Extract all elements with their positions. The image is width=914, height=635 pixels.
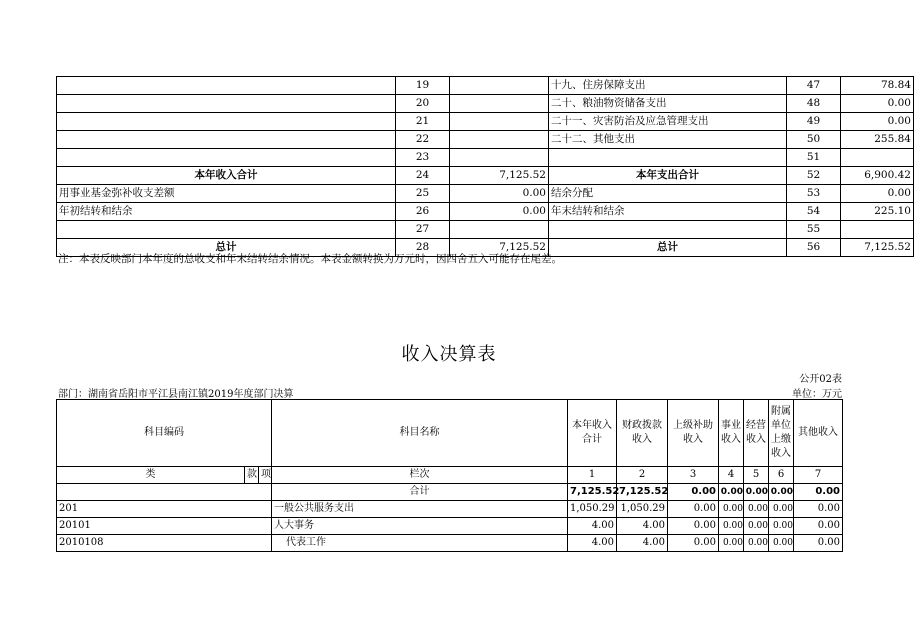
summary-right-no: 52 xyxy=(787,167,841,185)
row-value-6: 0.00 xyxy=(769,535,794,552)
row-value-3: 0.00 xyxy=(668,535,719,552)
summary-right-item: 二十、粮油物资储备支出 xyxy=(549,95,787,113)
summary-row xyxy=(57,95,914,113)
row-code xyxy=(57,484,272,501)
income-row xyxy=(57,484,843,501)
row-value-2: 4.00 xyxy=(617,518,668,535)
row-value-4: 0.00 xyxy=(719,518,744,535)
summary-right-item: 总计 xyxy=(549,239,787,257)
summary-right-no: 48 xyxy=(787,95,841,113)
header-section: 款 xyxy=(245,467,259,484)
header-column-label: 栏次 xyxy=(272,467,568,484)
summary-left-no: 26 xyxy=(396,203,450,221)
summary-right-item: 十九、住房保障支出 xyxy=(549,77,787,95)
summary-right-item: 年末结转和结余 xyxy=(549,203,787,221)
summary-right-no: 55 xyxy=(787,221,841,239)
row-value-3: 0.00 xyxy=(668,501,719,518)
summary-row xyxy=(57,113,914,131)
summary-right-item xyxy=(549,149,787,167)
summary-row xyxy=(57,185,914,203)
row-value-3: 0.00 xyxy=(668,518,719,535)
header-business-income: 事业收入 xyxy=(719,400,744,467)
row-value-7: 0.00 xyxy=(794,518,843,535)
row-value-3: 0.00 xyxy=(668,484,719,501)
summary-left-amount xyxy=(450,113,549,131)
row-value-7: 0.00 xyxy=(794,484,843,501)
summary-right-no: 51 xyxy=(787,149,841,167)
row-value-2: 4.00 xyxy=(617,535,668,552)
summary-left-item: 本年收入合计 xyxy=(57,167,396,185)
summary-left-amount: 0.00 xyxy=(450,185,549,203)
row-value-1: 1,050.29 xyxy=(568,501,617,518)
summary-right-amount: 6,900.42 xyxy=(841,167,914,185)
income-row xyxy=(57,518,843,535)
income-row xyxy=(57,501,843,518)
row-code: 20101 xyxy=(57,518,272,535)
summary-row xyxy=(57,221,914,239)
row-value-4: 0.00 xyxy=(719,535,744,552)
header-class: 类 xyxy=(57,467,245,484)
row-value-6: 0.00 xyxy=(769,484,794,501)
row-value-5: 0.00 xyxy=(744,501,769,518)
summary-row xyxy=(57,203,914,221)
row-value-1: 4.00 xyxy=(568,518,617,535)
summary-row xyxy=(57,167,914,185)
header-fiscal-appropriation: 财政拨款收入 xyxy=(617,400,668,467)
summary-left-item xyxy=(57,113,396,131)
header-subject-code: 科目编码 xyxy=(57,400,272,467)
summary-left-amount xyxy=(450,131,549,149)
summary-right-amount: 78.84 xyxy=(841,77,914,95)
summary-right-amount: 7,125.52 xyxy=(841,239,914,257)
summary-right-item: 本年支出合计 xyxy=(549,167,787,185)
summary-left-amount xyxy=(450,149,549,167)
summary-row xyxy=(57,77,914,95)
row-value-1: 7,125.52 xyxy=(568,484,617,501)
col-number-7: 7 xyxy=(794,467,843,484)
summary-right-amount: 0.00 xyxy=(841,113,914,131)
summary-right-item: 二十二、其他支出 xyxy=(549,131,787,149)
summary-left-item xyxy=(57,95,396,113)
col-number-4: 4 xyxy=(719,467,744,484)
summary-right-no: 53 xyxy=(787,185,841,203)
department-label: 部门：湖南省岳阳市平江县南江镇2019年度部门决算 xyxy=(58,389,294,400)
summary-left-no: 24 xyxy=(396,167,450,185)
unit-label: 单位：万元 xyxy=(792,389,842,400)
row-value-6: 0.00 xyxy=(769,501,794,518)
header-subject-name: 科目名称 xyxy=(272,400,568,467)
header-operating-income: 经营收入 xyxy=(744,400,769,467)
summary-left-no: 25 xyxy=(396,185,450,203)
income-row xyxy=(57,535,843,552)
summary-left-no: 21 xyxy=(396,113,450,131)
row-value-2: 7,125.52 xyxy=(617,484,668,501)
summary-note: 注：本表反映部门本年度的总收支和年末结转结余情况。本表金额转换为万元时，因四舍五入可能存在尾差。 xyxy=(58,253,562,265)
row-name: 一般公共服务支出 xyxy=(272,501,568,518)
summary-left-item xyxy=(57,221,396,239)
summary-left-no: 19 xyxy=(396,77,450,95)
summary-left-no: 22 xyxy=(396,131,450,149)
row-value-2: 1,050.29 xyxy=(617,501,668,518)
row-value-4: 0.00 xyxy=(719,501,744,518)
row-name: 代表工作 xyxy=(272,535,568,552)
header-other-income: 其他收入 xyxy=(794,400,843,467)
row-code: 2010108 xyxy=(57,535,272,552)
row-value-5: 0.00 xyxy=(744,484,769,501)
summary-right-no: 47 xyxy=(787,77,841,95)
col-number-6: 6 xyxy=(769,467,794,484)
summary-left-no: 20 xyxy=(396,95,450,113)
summary-left-no: 23 xyxy=(396,149,450,167)
summary-left-no: 27 xyxy=(396,221,450,239)
summary-right-no: 54 xyxy=(787,203,841,221)
row-name: 合计 xyxy=(272,484,568,501)
summary-right-item: 二十一、灾害防治及应急管理支出 xyxy=(549,113,787,131)
summary-right-amount xyxy=(841,221,914,239)
row-value-5: 0.00 xyxy=(744,518,769,535)
summary-left-item xyxy=(57,149,396,167)
summary-right-amount: 0.00 xyxy=(841,95,914,113)
income-table xyxy=(56,399,843,552)
col-number-1: 1 xyxy=(568,467,617,484)
row-value-7: 0.00 xyxy=(794,501,843,518)
header-item: 项 xyxy=(259,467,272,484)
summary-left-item xyxy=(57,131,396,149)
row-value-6: 0.00 xyxy=(769,518,794,535)
summary-left-amount xyxy=(450,221,549,239)
summary-right-no: 49 xyxy=(787,113,841,131)
summary-right-item: 结余分配 xyxy=(549,185,787,203)
summary-left-amount: 0.00 xyxy=(450,203,549,221)
table-code: 公开02表 xyxy=(799,374,842,385)
summary-left-amount: 7,125.52 xyxy=(450,239,549,257)
summary-row xyxy=(57,131,914,149)
col-number-2: 2 xyxy=(617,467,668,484)
summary-left-amount: 7,125.52 xyxy=(450,167,549,185)
row-value-7: 0.00 xyxy=(794,535,843,552)
row-value-4: 0.00 xyxy=(719,484,744,501)
summary-left-no: 28 xyxy=(396,239,450,257)
summary-left-item: 年初结转和结余 xyxy=(57,203,396,221)
header-affiliated-income: 附属单位上缴收入 xyxy=(769,400,794,467)
summary-left-amount xyxy=(450,77,549,95)
summary-left-amount xyxy=(450,95,549,113)
summary-right-amount: 255.84 xyxy=(841,131,914,149)
summary-table xyxy=(56,76,914,257)
header-superior-subsidy: 上级补助收入 xyxy=(668,400,719,467)
summary-left-item: 总计 xyxy=(57,239,396,257)
col-number-5: 5 xyxy=(744,467,769,484)
row-name: 人大事务 xyxy=(272,518,568,535)
summary-right-amount xyxy=(841,149,914,167)
summary-right-no: 50 xyxy=(787,131,841,149)
row-value-5: 0.00 xyxy=(744,535,769,552)
summary-right-amount: 225.10 xyxy=(841,203,914,221)
row-code: 201 xyxy=(57,501,272,518)
summary-row xyxy=(57,149,914,167)
summary-right-no: 56 xyxy=(787,239,841,257)
col-number-3: 3 xyxy=(668,467,719,484)
summary-left-item xyxy=(57,77,396,95)
summary-right-amount: 0.00 xyxy=(841,185,914,203)
header-total-income: 本年收入合计 xyxy=(568,400,617,467)
page-title: 收入决算表 xyxy=(401,344,497,365)
summary-right-item xyxy=(549,221,787,239)
summary-left-item: 用事业基金弥补收支差额 xyxy=(57,185,396,203)
row-value-1: 4.00 xyxy=(568,535,617,552)
